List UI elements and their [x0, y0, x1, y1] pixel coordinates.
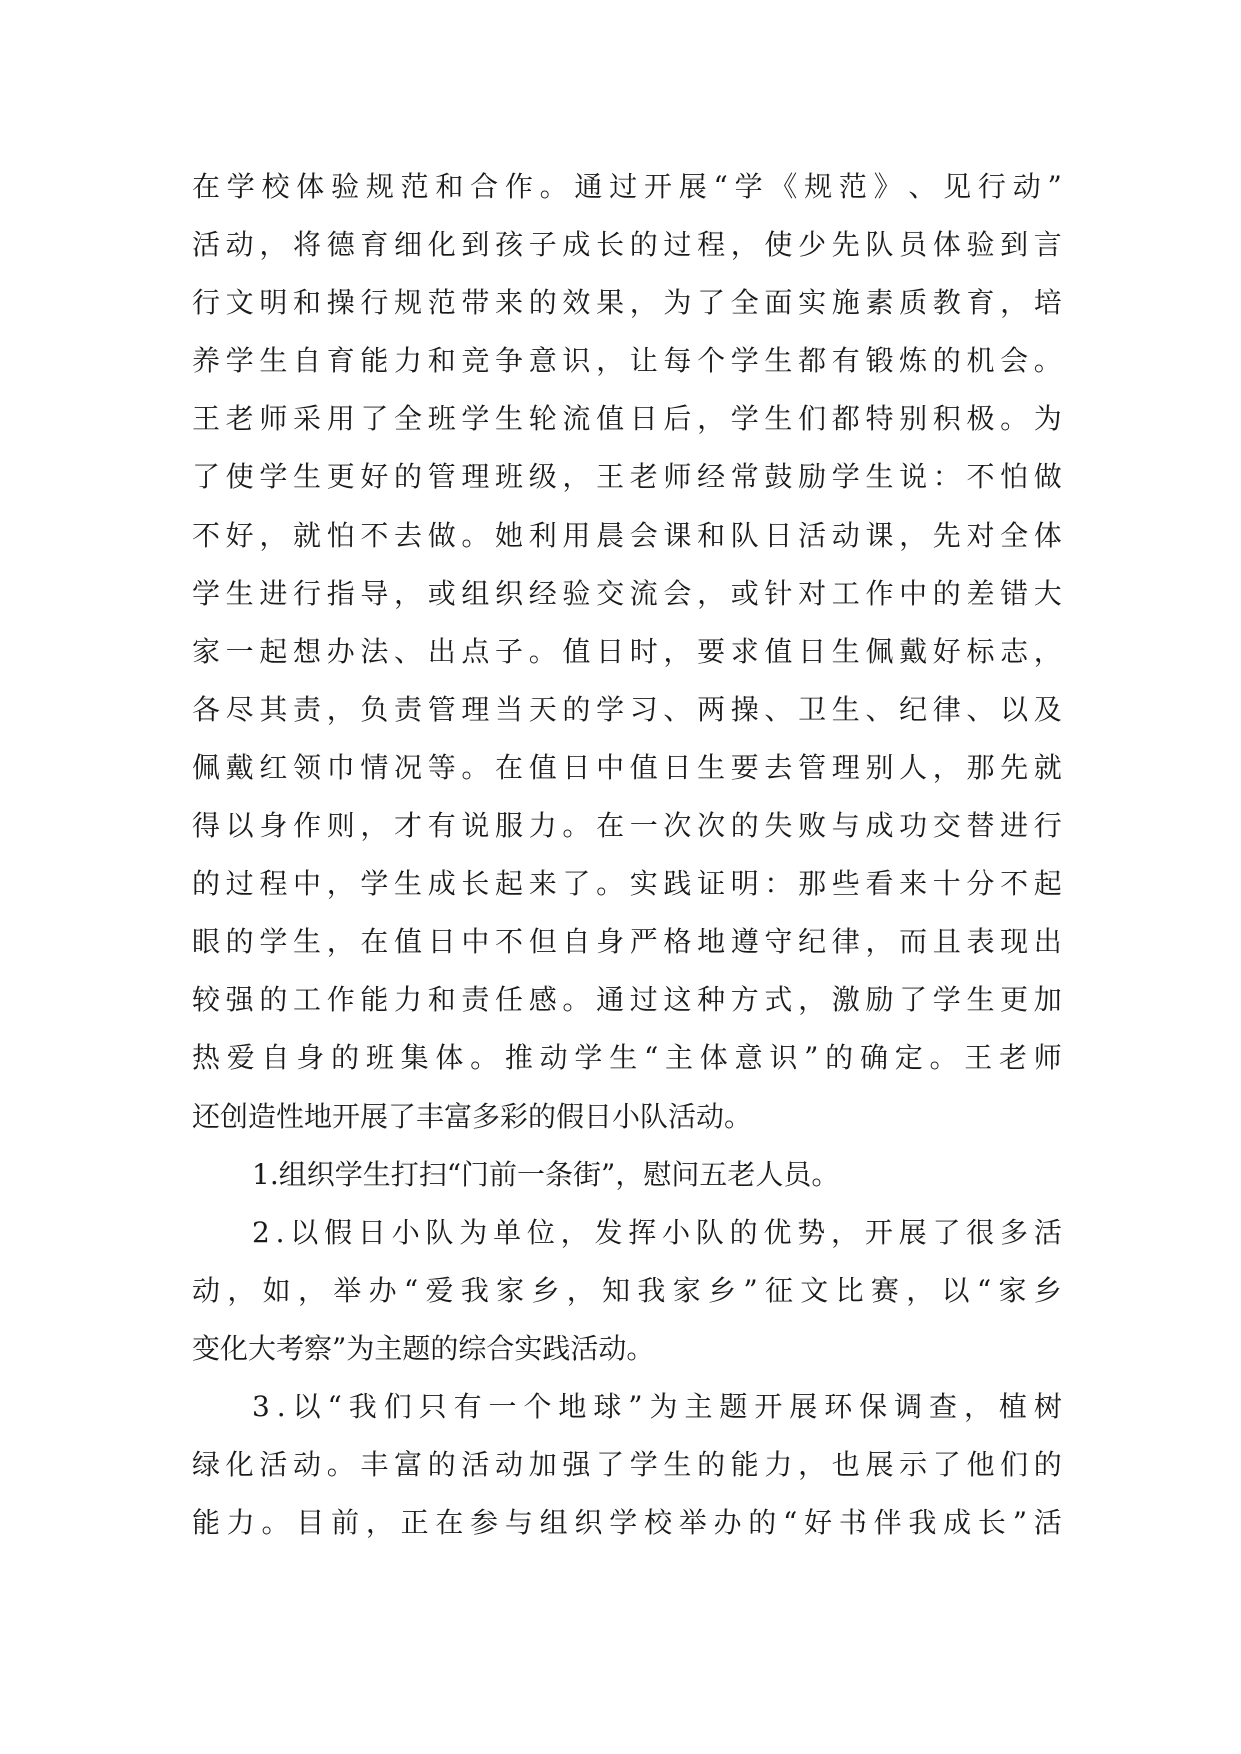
text-line: 能 力 。 目 前 ， 正 在 参 与 组 织 学 校 举 办 的 “ 好 书 伴 我 成 长 ” 活: [192, 1506, 1062, 1540]
text-line: 活 动 ， 将 德 育 细 化 到 孩 子 成 长 的 过 程 ， 使 少 先 队 员 体 验 到 言: [192, 228, 1062, 262]
text-line: 绿 化 活 动 。 丰 富 的 活 动 加 强 了 学 生 的 能 力 ， 也 展 示 了 他 们 的: [192, 1448, 1062, 1482]
text-line: 眼 的 学 生 ， 在 值 日 中 不 但 自 身 严 格 地 遵 守 纪 律 ， 而 且 表 现 出: [192, 925, 1062, 959]
text-line: 佩 戴 红 领 巾 情 况 等 。 在 值 日 中 值 日 生 要 去 管 理 别 人 ， 那 先 就: [192, 750, 1062, 784]
text-line: 动 ， 如 ， 举 办 “ 爱 我 家 乡 ， 知 我 家 乡 ” 征 文 比 赛 ， 以 “ 家 乡: [192, 1273, 1062, 1307]
text-line: 行 文 明 和 操 行 规 范 带 来 的 效 果 ， 为 了 全 面 实 施 素 质 教 育 ， 培: [192, 286, 1062, 320]
text-line: 养 学 生 自 育 能 力 和 竞 争 意 识 ， 让 每 个 学 生 都 有 锻 炼 的 机 会 。: [192, 344, 1062, 378]
text-line: 得 以 身 作 则 ， 才 有 说 服 力 。 在 一 次 次 的 失 败 与 成 功 交 替 进 行: [192, 809, 1062, 843]
text-line: 较 强 的 工 作 能 力 和 责 任 感 。 通 过 这 种 方 式 ， 激 励 了 学 生 更 加: [192, 983, 1062, 1017]
text-line: 还创造性地开展了丰富多彩的假日小队活动。: [192, 1099, 753, 1133]
text-line: 不 好 ， 就 怕 不 去 做 。 她 利 用 晨 会 课 和 队 日 活 动 课 ， 先 对 全 体: [192, 518, 1062, 552]
text-line: 学 生 进 行 指 导 ， 或 组 织 经 验 交 流 会 ， 或 针 对 工 作 中 的 差 错 大: [192, 576, 1062, 610]
text-line: 热 爱 自 身 的 班 集 体 。 推 动 学 生 “ 主 体 意 识 ” 的 确 定 。 王 老 师: [192, 1041, 1062, 1075]
text-line: 在 学 校 体 验 规 范 和 合 作 。 通 过 开 展 “ 学 《 规 范 》 、 见 行 动 ”: [192, 170, 1062, 203]
text-line: 各 尽 其 责 ， 负 责 管 理 当 天 的 学 习 、 两 操 、 卫 生 、 纪 律 、 以 及: [192, 692, 1062, 726]
text-line: 了 使 学 生 更 好 的 管 理 班 级 ， 王 老 师 经 常 鼓 励 学 生 说 ： 不 怕 做: [192, 460, 1062, 494]
text-line: 1.组织学生打扫“门前一条街”，慰问五老人员。: [252, 1157, 840, 1191]
text-line: 2 . 以 假 日 小 队 为 单 位 ， 发 挥 小 队 的 优 势 ， 开 展 了 很 多 活: [252, 1215, 1062, 1249]
text-line: 王 老 师 采 用 了 全 班 学 生 轮 流 值 日 后 ， 学 生 们 都 特 别 积 极 。 为: [192, 402, 1062, 436]
body-text: [192, 158, 1062, 1552]
text-line: 3 . 以 “ 我 们 只 有 一 个 地 球 ” 为 主 题 开 展 环 保 调 查 ， 植 树: [252, 1389, 1062, 1423]
text-line: 家 一 起 想 办 法 、 出 点 子 。 值 日 时 ， 要 求 值 日 生 佩 戴 好 标 志 ，: [192, 634, 1062, 668]
text-line: 变化大考察”为主题的综合实践活动。: [192, 1331, 655, 1365]
text-line: 的 过 程 中 ， 学 生 成 长 起 来 了 。 实 践 证 明 ： 那 些 看 来 十 分 不 起: [192, 867, 1062, 901]
